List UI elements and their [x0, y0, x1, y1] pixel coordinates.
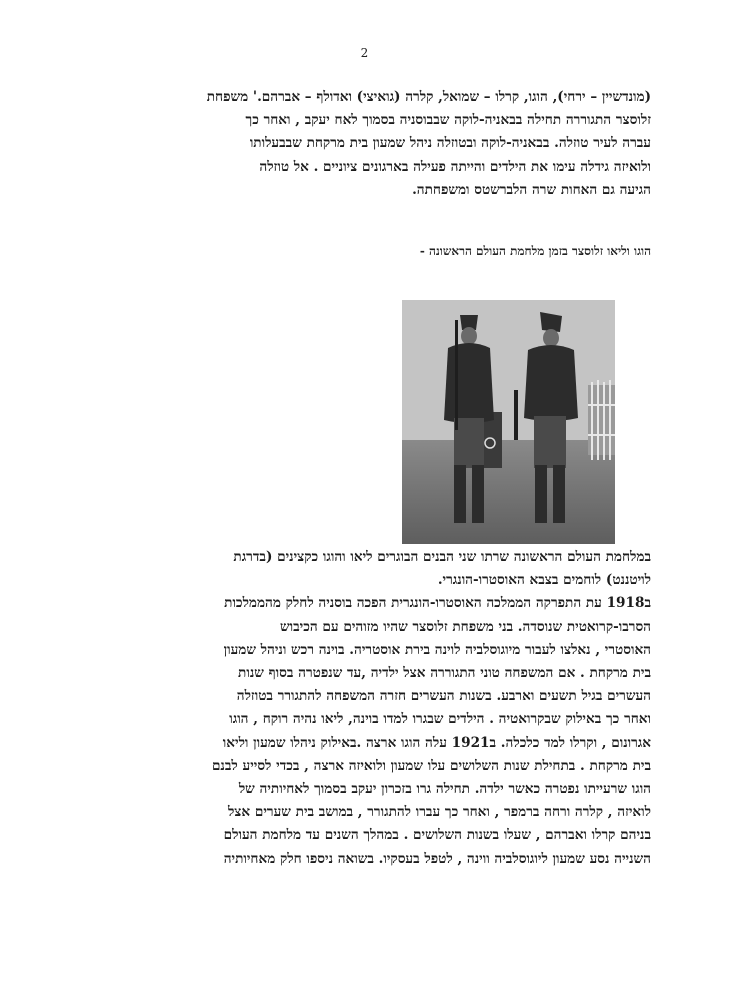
intro-line: זלוסצר התגוררה תחילה בבאניה-לוקה שבבוסניה בסמוך לאח יעקב , ואחר כך	[245, 112, 651, 129]
intro-paragraph	[71, 86, 651, 202]
intro-line: ולואיזה גידלה עימו את הילדים והייתה פעילה בארגונים ציוניים . אל טוזלה	[259, 158, 651, 175]
main-line: אגרונום , וקרלו למד כלכלה. ב1921 עלה הוגו ארצה .באילוק ניהלו שמעון וליאו	[222, 734, 651, 751]
main-line: הסרבו-קרואטית שנוסדה. בני משפחת זלוסצר שהיו מזוהים עם הכיבוש	[280, 618, 651, 635]
photo-caption: הוגו וליאו זלוסצר בזמן מלחמת העולם הראשונה -	[419, 244, 651, 258]
main-line: ב1918 עת התפרקה הממלכה האוסטרו-הונגרית הפכה בוסניה לחלק מהממלכות	[224, 595, 651, 612]
main-line: לואיזה , קלרה ורחה ברמפר , ואחר כך עברו להתגורר , במושב בית שערים אצל	[227, 804, 651, 821]
main-line: העשרים בגיל תשעים וארבע. בשנות העשרים חזרה המשפחה להתגורר בטוזלה	[236, 688, 651, 705]
main-paragraph	[71, 546, 651, 871]
page-number: 2	[360, 46, 369, 60]
main-line: ואחר כך באילוק שבקרואטיה . הילדים שבגרו למדו בוינה, ליאו נהיה רוקח , הוגו	[229, 711, 651, 728]
intro-line: (מונדשיין – ירחי), הוגו, קרלו – שמואל, קלרה (גואיצי) ואדולף – אברהם.' משפחת	[206, 89, 651, 105]
main-line: בית מרקחת . אם המשפחה טוני התגוררה אצל ילדיה ,עד שנפטרה בסוף שנות	[238, 665, 651, 682]
main-line: האוסטרי , נאלצו לעבור מיוגוסלביה לוינה בירת אוסטריה. בוינה רכש וניהל שמעון	[223, 641, 651, 658]
intro-line: הגיעה גם האחות שרה הלברשטס ומשפחתה.	[412, 181, 651, 198]
main-line: בניהם קרלו ואברהם , שעלו בשנות השלושים . במהלך השנים עד מלחמת העולם	[223, 827, 651, 844]
main-line: לויטננט) לוחמים בצבא האוסטרו-הונגרי.	[437, 572, 651, 589]
soldiers-photo-illustration	[402, 300, 615, 544]
historical-photo	[402, 300, 615, 544]
main-line: במלחמת העולם הראשונה שרתו שני הבנים הבוגרים ליאו והוגו כקצינים (בדרגת	[233, 549, 651, 565]
main-line: השנייה נסע שמעון ליוגוסלביה ווינה , לטפל בעסקיו. בשואה ניספו חלק מאחיותיה	[223, 850, 651, 867]
main-line: בית מרקחת . בתחילת שנות השלושים עלו שמעון ולואיזה ארצה , בכדי לסייע לבנם	[211, 757, 651, 774]
main-line: הוגו שרעייתו נפטרה כאשר ילדה. תחילה גרו בזכרון יעקב בסמוך לאחיותיה של	[238, 781, 651, 798]
intro-line: עברה לעיר טוזלה. בבאניה-לוקה ובטוזלה ניהל שמעון בית מרקחת שבבעלותו	[249, 135, 651, 152]
